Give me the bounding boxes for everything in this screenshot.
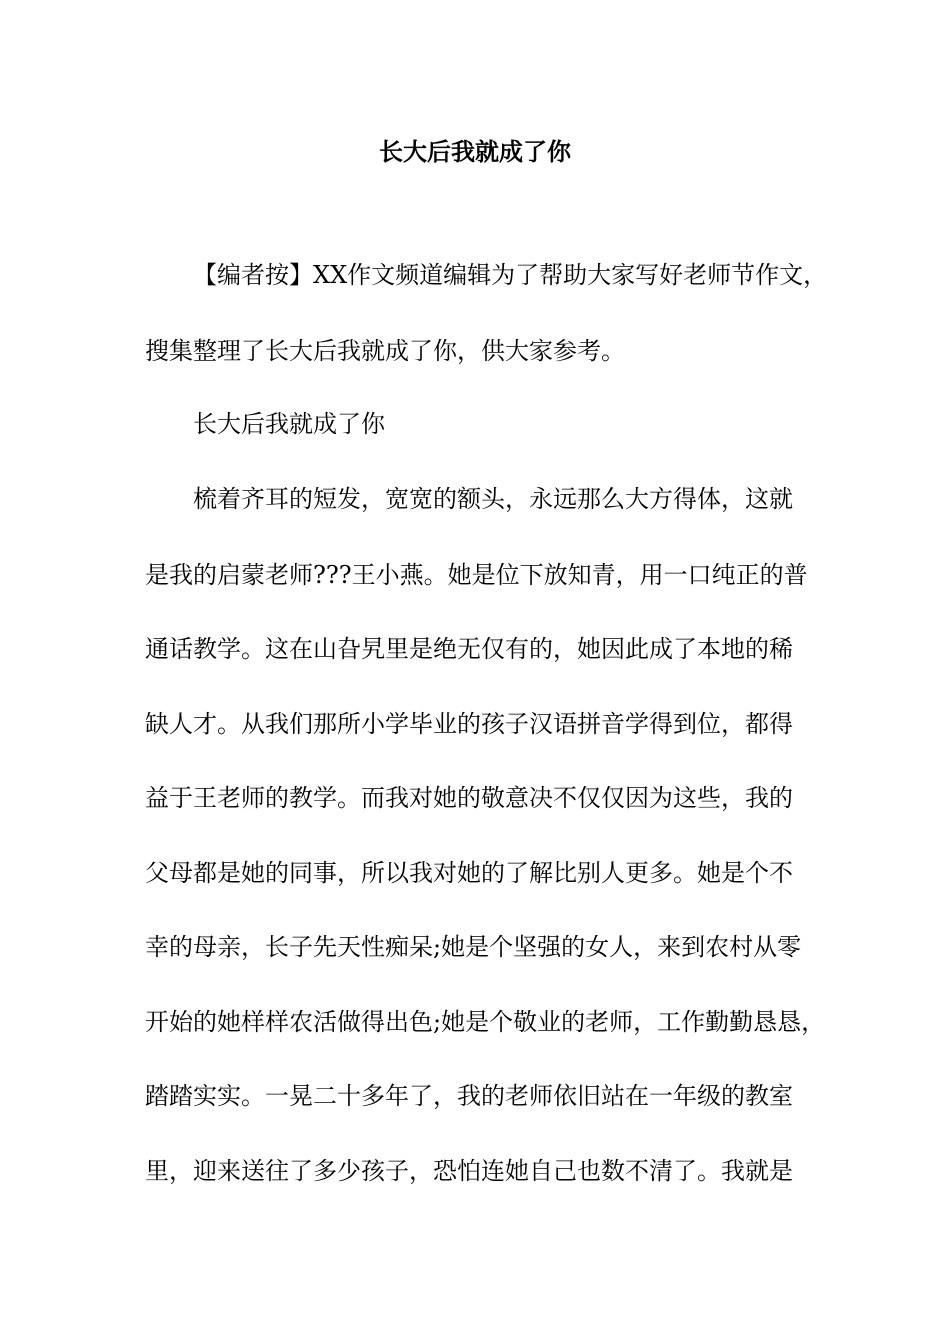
paragraph-line-1: 【编者按】XX作文频道编辑为了帮助大家写好老师节作文， <box>193 261 828 289</box>
paragraph-line-10: 幸的母亲，长子先天性痴呆;她是个坚强的女人，来到农村从零 <box>145 933 802 961</box>
paragraph-line-2: 搜集整理了长大后我就成了你，供大家参考。 <box>145 337 625 365</box>
paragraph-line-12: 踏踏实实。一晃二十多年了，我的老师依旧站在一年级的教室 <box>145 1082 793 1110</box>
paragraph-line-9: 父母都是她的同事，所以我对她的了解比别人更多。她是个不 <box>145 859 793 887</box>
paragraph-line-6: 通话教学。这在山旮旯里是绝无仅有的，她因此成了本地的稀 <box>145 635 793 663</box>
paragraph-line-13: 里，迎来送往了多少孩子，恐怕连她自己也数不清了。我就是 <box>145 1157 793 1185</box>
section-heading-line: 长大后我就成了你 <box>193 410 385 438</box>
paragraph-line-11: 开始的她样样农活做得出色;她是个敬业的老师，工作勤勤恳恳， <box>145 1008 826 1036</box>
paragraph-line-8: 益于王老师的教学。而我对她的敬意决不仅仅因为这些，我的 <box>145 784 793 812</box>
paragraph-line-4: 梳着齐耳的短发，宽宽的额头，永远那么大方得体，这就 <box>193 485 793 513</box>
paragraph-line-5: 是我的启蒙老师???王小燕。她是位下放知青，用一口纯正的普 <box>145 561 808 589</box>
document-title: 长大后我就成了你 <box>379 137 571 166</box>
paragraph-line-7: 缺人才。从我们那所小学毕业的孩子汉语拼音学得到位，都得 <box>145 710 793 738</box>
